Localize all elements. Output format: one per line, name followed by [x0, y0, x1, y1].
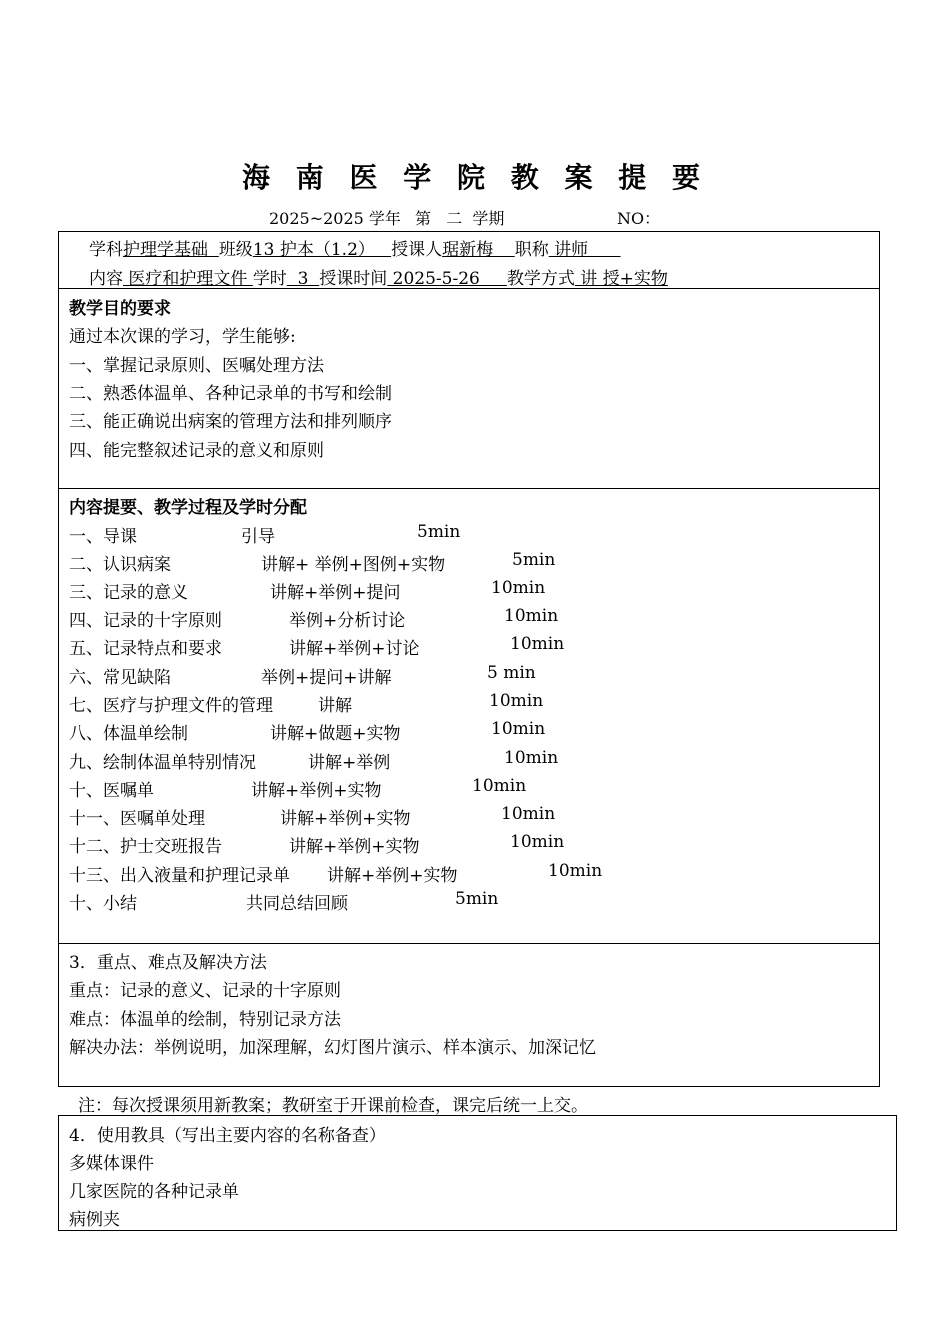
schedule-row: [69, 832, 869, 856]
row-time: 10min: [548, 861, 603, 881]
row-time: 5min: [417, 522, 461, 542]
teacher-value: 琚新梅: [442, 240, 515, 260]
teacher-label: 授课人: [391, 240, 443, 260]
time-label: 授课时间: [319, 269, 388, 289]
row-method: 引导: [241, 527, 275, 547]
row-topic: 五、记录特点和要求: [69, 639, 222, 659]
term-line: [0, 206, 950, 228]
row-time: 10min: [491, 719, 546, 739]
method-label: 教学方式: [506, 269, 575, 289]
title-value: 讲师: [548, 240, 621, 260]
row-time: 10min: [489, 691, 544, 711]
objectives-intro: 通过本次课的学习，学生能够:: [69, 327, 296, 347]
tools-section: [58, 1115, 897, 1231]
row-method: 讲解+ 举例+图例+实物: [261, 555, 446, 575]
content-value: 医疗和护理文件: [123, 269, 253, 289]
schedule-row: [69, 776, 869, 800]
schedule-row: [69, 522, 869, 546]
method-value: 讲 授+实物: [574, 269, 668, 289]
objectives-section: [58, 288, 880, 489]
schedule-row: [69, 861, 869, 885]
header-line-1: [89, 235, 621, 260]
schedule-row: [69, 634, 869, 658]
academic-years: 2025~2025 学年: [269, 209, 401, 228]
schedule-row: [69, 889, 869, 913]
objective-item: 四、能完整叙述记录的意义和原则: [69, 441, 324, 461]
row-method: 共同总结回顾: [246, 894, 348, 914]
row-time: 5min: [455, 889, 499, 909]
content-heading: 内容提要、教学过程及学时分配: [69, 498, 307, 518]
row-time: 10min: [504, 606, 559, 626]
class-label: 班级: [218, 240, 253, 260]
header-line-2: [89, 264, 668, 289]
schedule-row: [69, 691, 869, 715]
row-method: 讲解+举例+实物: [251, 781, 382, 801]
row-topic: 三、记录的意义: [69, 583, 188, 603]
row-topic: 六、常见缺陷: [69, 668, 171, 688]
semester: 第 二 学期: [415, 209, 505, 228]
tool-item: 病例夹: [69, 1210, 120, 1230]
objective-item: 二、熟悉体温单、各种记录单的书写和绘制: [69, 384, 392, 404]
row-time: 10min: [504, 748, 559, 768]
row-method: 讲解: [318, 696, 352, 716]
row-time: 5min: [512, 550, 556, 570]
course-header: [58, 231, 880, 289]
keypoint-item: 难点：体温单的绘制，特别记录方法: [69, 1010, 341, 1030]
row-method: 讲解+举例+实物: [280, 809, 411, 829]
row-method: 举例+提问+讲解: [261, 668, 392, 688]
subject-label: 学科: [89, 240, 123, 260]
time-value: 2025-5-26: [387, 269, 507, 289]
row-time: 10min: [510, 634, 565, 654]
objective-item: 一、掌握记录原则、医嘱处理方法: [69, 356, 324, 376]
schedule-row: [69, 804, 869, 828]
objective-item: 三、能正确说出病案的管理方法和排列顺序: [69, 412, 392, 432]
row-topic: 十、医嘱单: [69, 781, 154, 801]
row-topic: 十三、出入液量和护理记录单: [69, 866, 290, 886]
row-time: 10min: [491, 578, 546, 598]
objectives-heading: 教学目的要求: [69, 299, 171, 319]
row-topic: 一、导课: [69, 527, 137, 547]
tool-item: 几家医院的各种记录单: [69, 1182, 239, 1202]
row-topic: 七、医疗与护理文件的管理: [69, 696, 273, 716]
content-section: [58, 488, 880, 944]
keypoint-item: 重点：记录的意义、记录的十字原则: [69, 981, 341, 1001]
row-topic: 二、认识病案: [69, 555, 171, 575]
row-method: 举例+分析讨论: [289, 611, 406, 631]
row-time: 5 min: [487, 663, 536, 683]
row-topic: 四、记录的十字原则: [69, 611, 222, 631]
hours-label: 学时: [252, 269, 287, 289]
keypoints-section: [58, 943, 880, 1087]
row-method: 讲解+举例+提问: [270, 583, 401, 603]
keypoints-heading: 3．重点、难点及解决方法: [69, 953, 267, 973]
schedule-row: [69, 748, 869, 772]
row-topic: 十二、护士交班报告: [69, 837, 222, 857]
row-method: 讲解+举例+实物: [289, 837, 420, 857]
schedule-row: [69, 663, 869, 687]
page-title: 海 南 医 学 院 教 案 提 要: [242, 161, 708, 194]
content-label: 内容: [89, 269, 123, 289]
row-method: 讲解+举例+实物: [327, 866, 458, 886]
row-topic: 八、体温单绘制: [69, 724, 188, 744]
subject-value: 护理学基础: [123, 240, 219, 260]
hours-value: 3: [286, 269, 320, 289]
row-topic: 九、绘制体温单特别情况: [69, 753, 256, 773]
row-time: 10min: [472, 776, 527, 796]
schedule-row: [69, 606, 869, 630]
row-method: 讲解+做题+实物: [270, 724, 401, 744]
row-method: 讲解+举例+讨论: [289, 639, 420, 659]
tool-item: 多媒体课件: [69, 1154, 154, 1174]
row-time: 10min: [501, 804, 556, 824]
row-topic: 十、小结: [69, 894, 137, 914]
row-topic: 十一、医嘱单处理: [69, 809, 205, 829]
number-label: NO：: [617, 209, 661, 228]
schedule-row: [69, 550, 869, 574]
schedule-row: [69, 578, 869, 602]
schedule-row: [69, 719, 869, 743]
row-method: 讲解+举例: [308, 753, 391, 773]
submission-note: 注：每次授课须用新教案；教研室于开课前检查，课完后统一上交。: [78, 1096, 588, 1116]
row-time: 10min: [510, 832, 565, 852]
title-label: 职称: [514, 240, 549, 260]
keypoint-item: 解决办法：举例说明，加深理解，幻灯图片演示、样本演示、加深记忆: [69, 1038, 596, 1058]
class-value: 13 护本（1.2）: [252, 240, 392, 260]
tools-heading: 4．使用教具（写出主要内容的名称备查）: [69, 1126, 386, 1146]
